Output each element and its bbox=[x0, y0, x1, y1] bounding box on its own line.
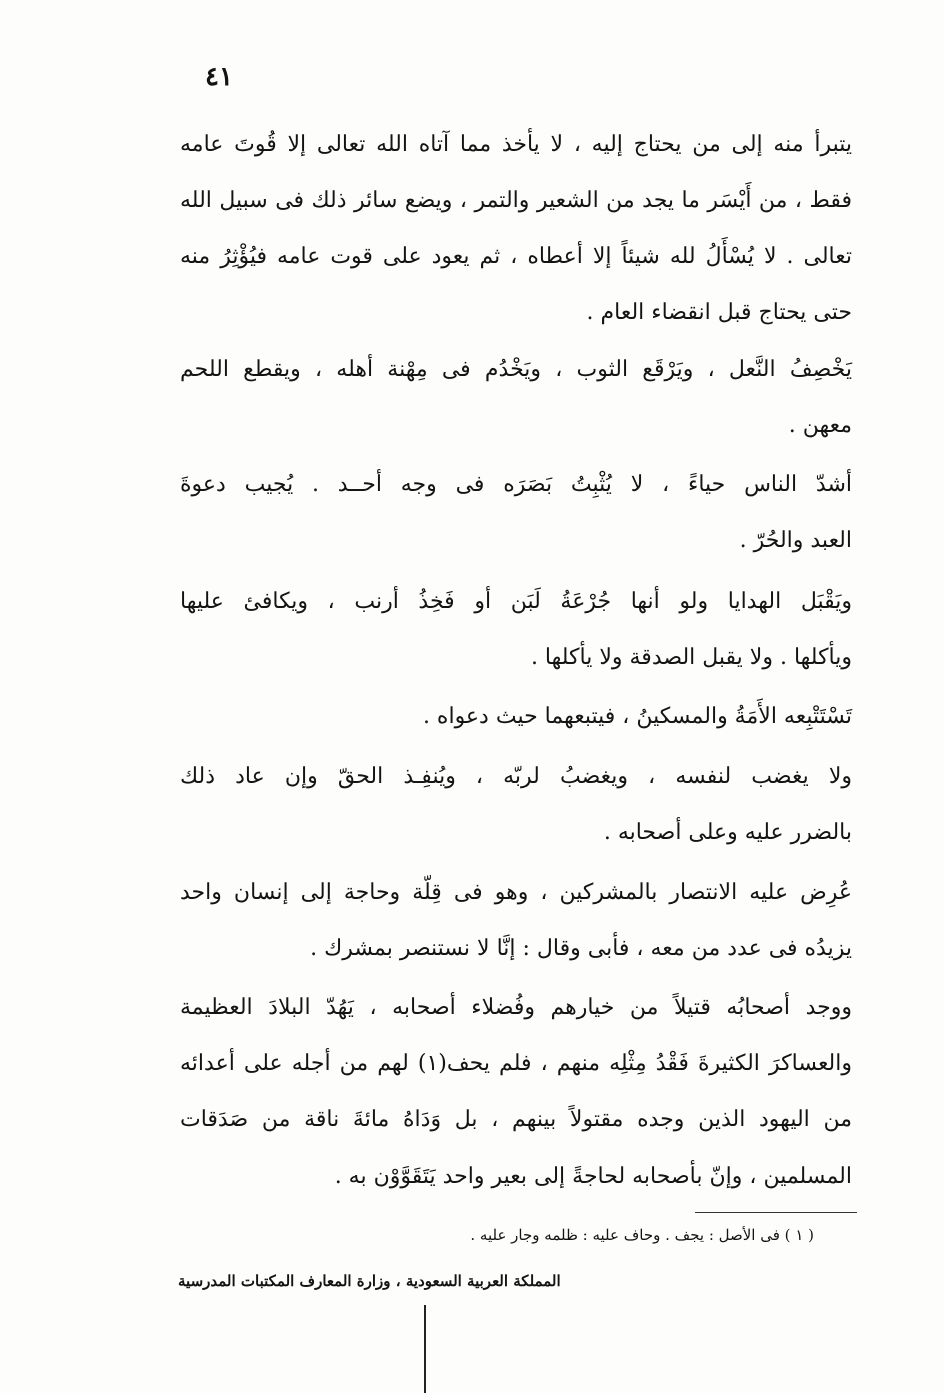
text-line: ولا يغضب لنفسه ، ويغضبُ لربّه ، ويُنفِـذ الحقّ وإن عاد ذلك bbox=[180, 764, 852, 789]
text-line: والعساكرَ الكثيرةَ فَقْدُ مِثْلِه منهم ، فلم يحف(١) لهم من أجله على أعدائه bbox=[180, 1051, 852, 1076]
text-line: تعالى . لا يُسْأَلُ لله شيئاً إلا أعطاه ، ثم يعود على قوت عامه فيُؤْثِرُ منه bbox=[180, 244, 852, 269]
binding-line bbox=[424, 1305, 426, 1393]
text-line: يتبرأ منه إلى من يحتاج إليه ، لا يأخذ مما آتاه الله تعالى إلا قُوتَ عامه bbox=[180, 132, 852, 157]
page-number: ٤١ bbox=[205, 62, 233, 92]
text-line: عُرِض عليه الانتصار بالمشركين ، وهو فى قِلّة وحاجة إلى إنسان واحد bbox=[180, 880, 852, 905]
text-line: ووجد أصحابُه قتيلاً من خيارهم وفُضلاء أصحابه ، يَهُدّ البلادَ العظيمة bbox=[180, 995, 852, 1020]
footnote: ( ١ ) فى الأصل : يجف . وحاف عليه : ظلمه وجار عليه . bbox=[470, 1226, 814, 1244]
text-line: العبد والحُرّ . bbox=[739, 528, 852, 553]
text-line: بالضرر عليه وعلى أصحابه . bbox=[603, 820, 852, 845]
text-line: يَخْصِفُ النَّعل ، ويَرْقَع الثوب ، ويَخْدُم فى مِهْنة أهله ، ويقطع اللحم bbox=[180, 357, 852, 382]
text-line: يزيدُه فى عدد من معه ، فأبى وقال : إنَّا لا نستنصر بمشرك . bbox=[310, 936, 852, 961]
text-line: معهن . bbox=[788, 413, 852, 438]
text-line: ويأكلها . ولا يقبل الصدقة ولا يأكلها . bbox=[530, 645, 852, 670]
text-line: المسلمين ، وإنّ بأصحابه لحاجةً إلى بعير واحد يَتَقَوَّوْن به . bbox=[334, 1164, 852, 1189]
text-line: حتى يحتاج قبل انقضاء العام . bbox=[586, 300, 852, 325]
publisher-stamp: المملكة العربية السعودية ، وزارة المعارف المكتبات المدرسية bbox=[178, 1272, 561, 1290]
text-line: تَسْتَتْبِعه الأَمَةُ والمسكينُ ، فيتبعهما حيث دعواه . bbox=[422, 704, 852, 729]
footnote-divider bbox=[695, 1212, 857, 1213]
text-line: أشدّ الناس حياءً ، لا يُثْبِتُ بَصَرَه فى وجه أحــد . يُجيب دعوةَ bbox=[180, 472, 852, 497]
text-line: من اليهود الذين وجده مقتولاً بينهم ، بل وَدَاهُ مائةَ ناقة من صَدَقات bbox=[180, 1107, 852, 1132]
text-line: فقط ، من أَيْسَر ما يجد من الشعير والتمر ، ويضع سائر ذلك فى سبيل الله bbox=[180, 188, 852, 213]
text-line: ويَقْبَل الهدايا ولو أنها جُرْعَةُ لَبَن أو فَخِذُ أرنب ، ويكافئ عليها bbox=[180, 589, 852, 614]
